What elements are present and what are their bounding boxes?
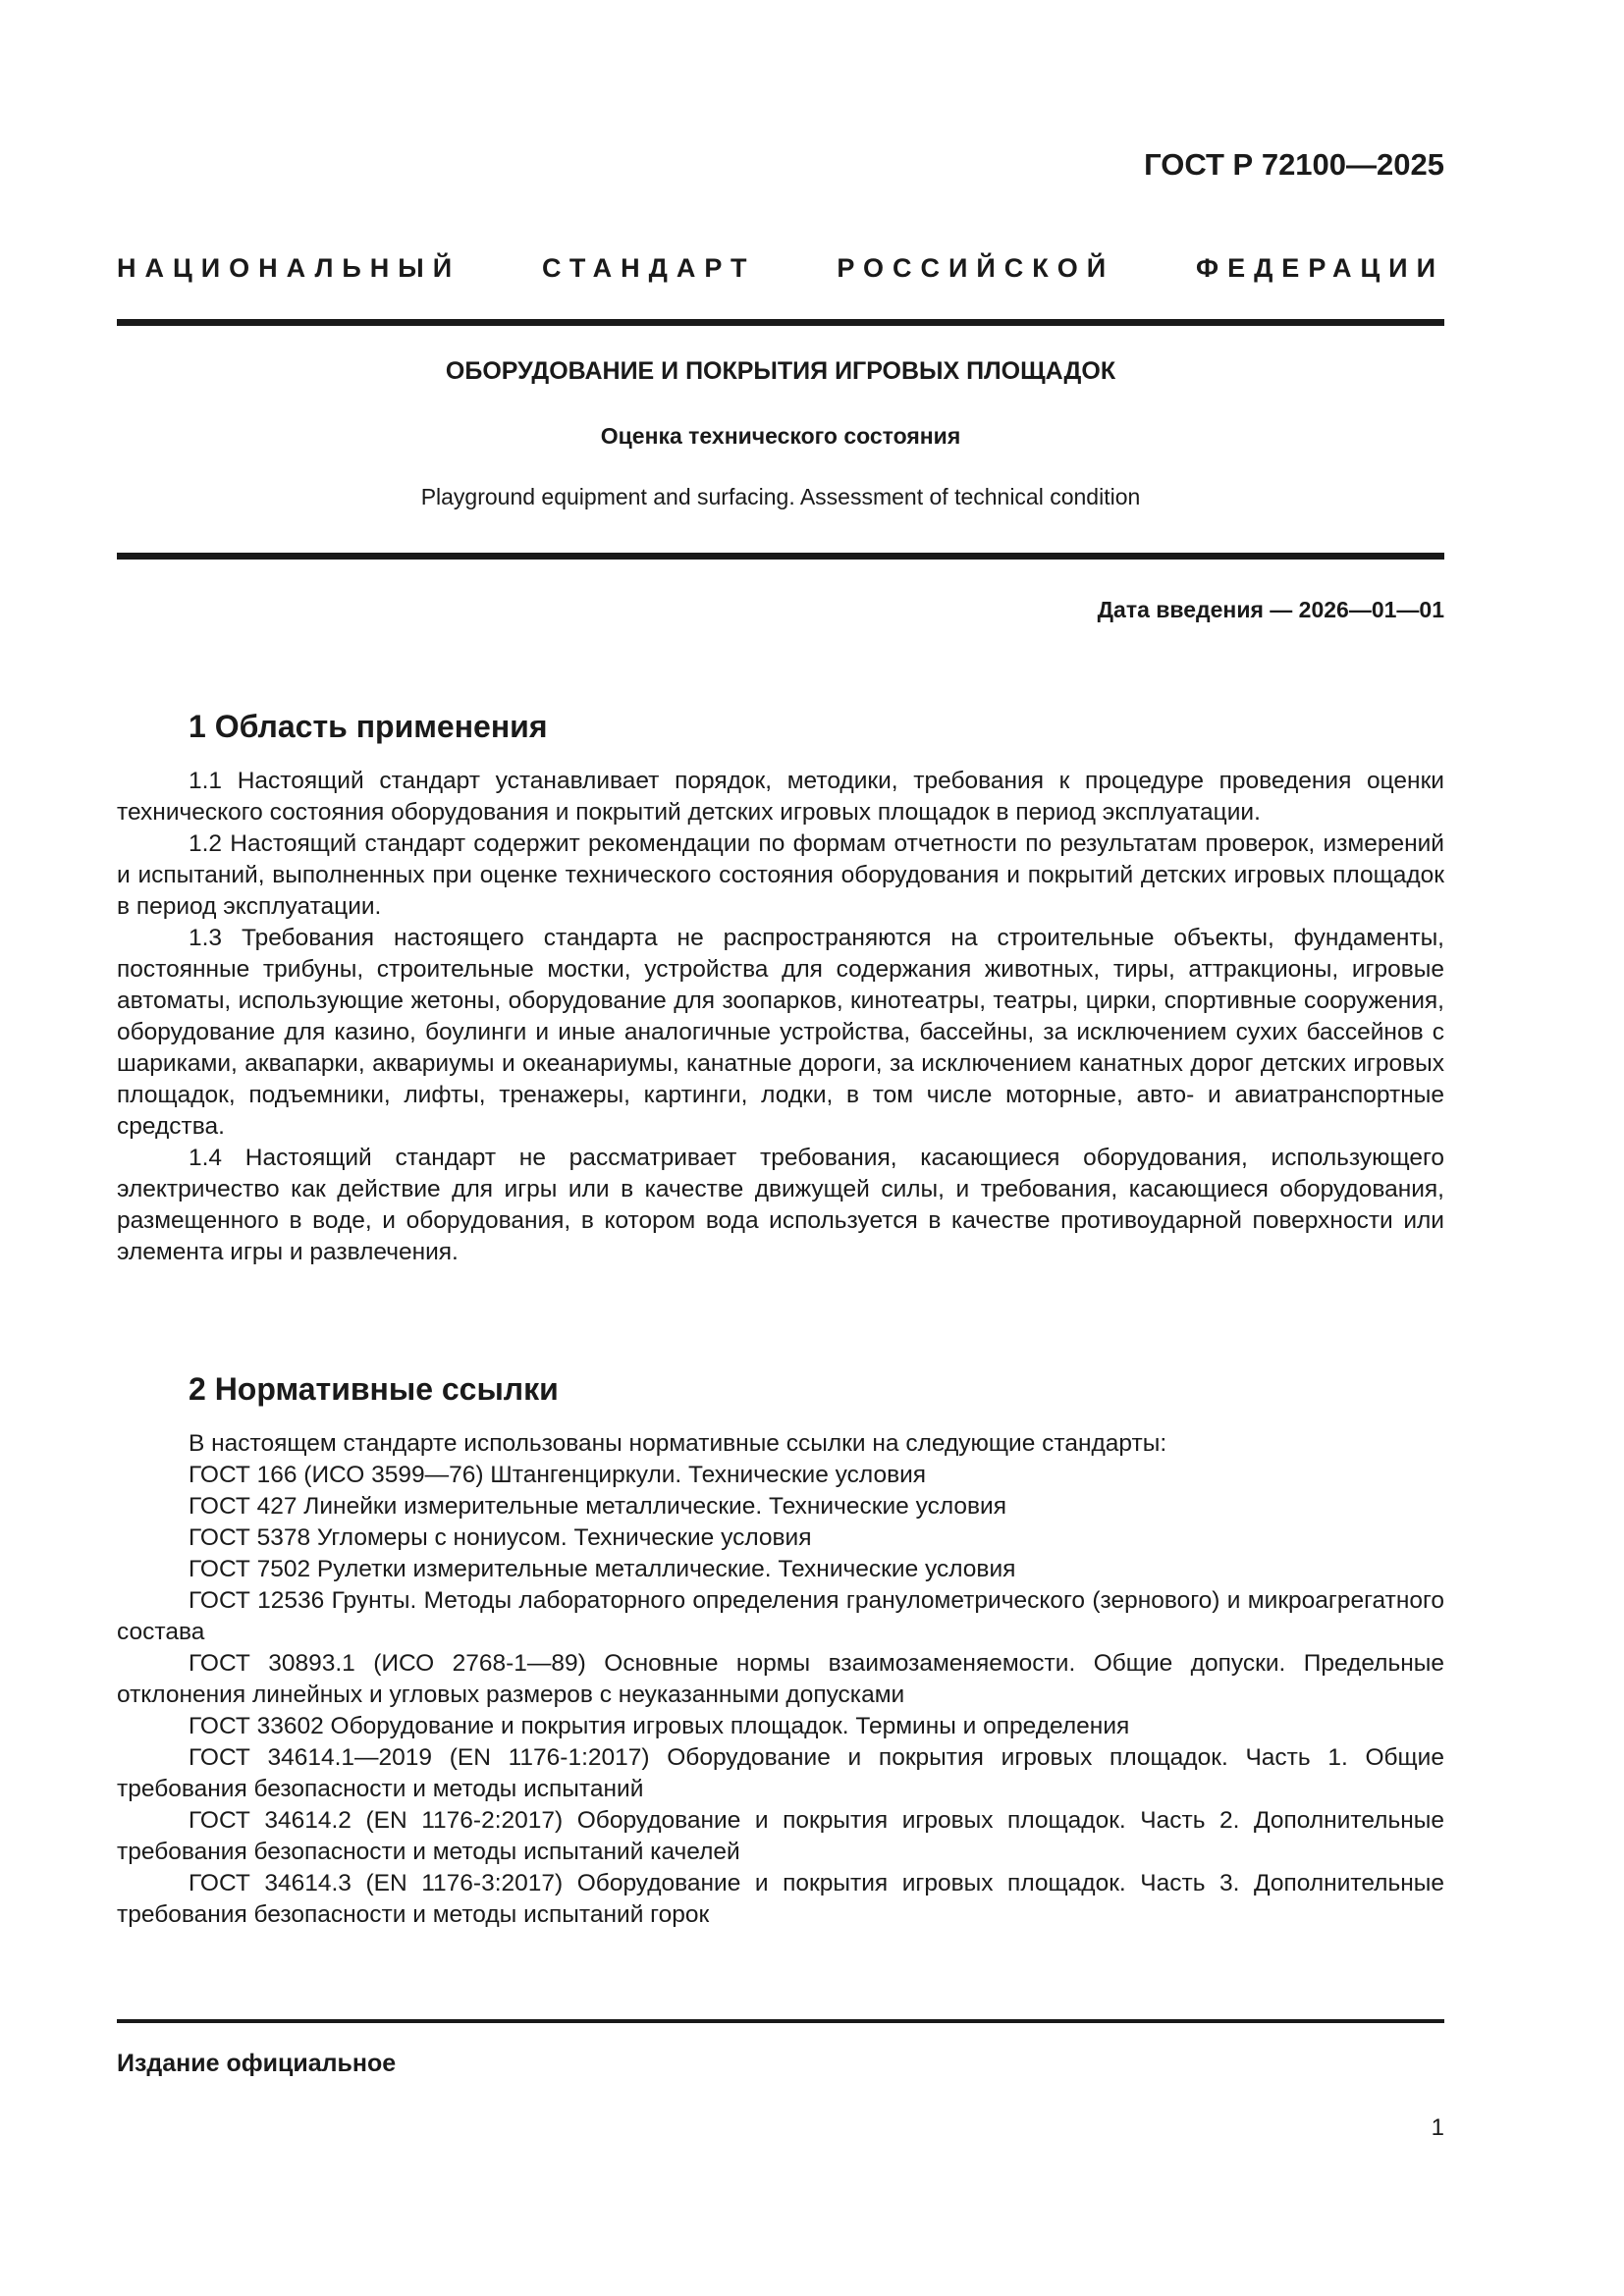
footer-rule	[117, 2019, 1444, 2023]
reference-item: ГОСТ 33602 Оборудование и покрытия игровых площадок. Термины и определения	[189, 1713, 1130, 1739]
paragraph-1-3: 1.3 Требования настоящего стандарта не распространяются на строительные объекты, фундаменты, постоянные трибуны, строительные мостки, устройства для содержания животных, тиры, аттракционы, игровые автоматы, использующие жетоны, оборудование для зоопарков, кинотеатры, театры, цирки, спортивные сооружения, оборудование для казино, боулинги и иные аналогичные устройства, бассейны, за исключением сухих бассейнов с шариками, аквапарки, аквариумы и океанариумы, канатные дороги, за исключением канатных дорог детских игровых площадок, подъемники, лифты, тренажеры, картинги, лодки, в том числе моторные, авто- и авиатранспортные средства.	[117, 925, 1444, 1140]
paragraph-1-4: 1.4 Настоящий стандарт не рассматривает требования, касающиеся оборудования, использующего электричество как действие для игры или в качестве движущей силы, и требования, касающиеся оборудования, размещенного в воде, и оборудования, в котором вода используется в качестве противоударной поверхности или элемента игры и развлечения.	[117, 1145, 1444, 1265]
reference-item: ГОСТ 427 Линейки измерительные металлические. Технические условия	[189, 1493, 1006, 1520]
reference-item: ГОСТ 34614.3 (EN 1176-3:2017) Оборудование и покрытия игровых площадок. Часть 3. Дополнительные требования безопасности и методы испытаний горок	[117, 1870, 1444, 1928]
section-1-body	[117, 766, 1444, 1268]
paragraph-1-2: 1.2 Настоящий стандарт содержит рекомендации по формам отчетности по результатам проверок, измерений и испытаний, выполненных при оценке технического состояния оборудования и покрытий детских игровых площадок в период эксплуатации.	[117, 830, 1444, 920]
official-edition-label: Издание официальное	[117, 2050, 397, 2077]
reference-item: ГОСТ 7502 Рулетки измерительные металлические. Технические условия	[189, 1556, 1016, 1582]
standard-subtitle: Оценка технического состояния	[600, 423, 961, 449]
section-2-body	[117, 1428, 1444, 1931]
national-standard-title: НАЦИОНАЛЬНЫЙ СТАНДАРТ РОССИЙСКОЙ ФЕДЕРАЦИИ	[117, 253, 1444, 283]
reference-item: ГОСТ 166 (ИСО 3599—76) Штангенциркули. Технические условия	[189, 1462, 927, 1488]
title-bottom-rule	[117, 553, 1444, 560]
references-intro: В настоящем стандарте использованы нормативные ссылки на следующие стандарты:	[189, 1430, 1167, 1457]
top-rule	[117, 319, 1444, 326]
reference-item: ГОСТ 34614.1—2019 (EN 1176-1:2017) Оборудование и покрытия игровых площадок. Часть 1. Общие требования безопасности и методы испытаний	[117, 1744, 1444, 1802]
document-number: ГОСТ Р 72100—2025	[1144, 147, 1444, 182]
page-number: 1	[1431, 2114, 1444, 2141]
paragraph-1-1: 1.1 Настоящий стандарт устанавливает порядок, методики, требования к процедуре проведения оценки технического состояния оборудования и покрытий детских игровых площадок в период эксплуатации.	[117, 768, 1444, 826]
english-title: Playground equipment and surfacing. Assessment of technical condition	[420, 484, 1141, 509]
section-2-heading: 2 Нормативные ссылки	[189, 1371, 559, 1407]
introduction-date: Дата введения — 2026—01—01	[1097, 597, 1444, 622]
reference-item: ГОСТ 34614.2 (EN 1176-2:2017) Оборудование и покрытия игровых площадок. Часть 2. Дополнительные требования безопасности и методы испытаний качелей	[117, 1807, 1444, 1865]
section-1-heading: 1 Область применения	[189, 709, 548, 744]
reference-item: ГОСТ 30893.1 (ИСО 2768-1—89) Основные нормы взаимозаменяемости. Общие допуски. Предельные отклонения линейных и угловых размеров с неуказанными допусками	[117, 1650, 1444, 1708]
reference-item: ГОСТ 12536 Грунты. Методы лабораторного определения гранулометрического (зернового) и микроагрегатного состава	[117, 1587, 1444, 1645]
standard-title: ОБОРУДОВАНИЕ И ПОКРЫТИЯ ИГРОВЫХ ПЛОЩАДОК	[445, 357, 1116, 385]
reference-item: ГОСТ 5378 Угломеры с нониусом. Технические условия	[189, 1524, 812, 1551]
